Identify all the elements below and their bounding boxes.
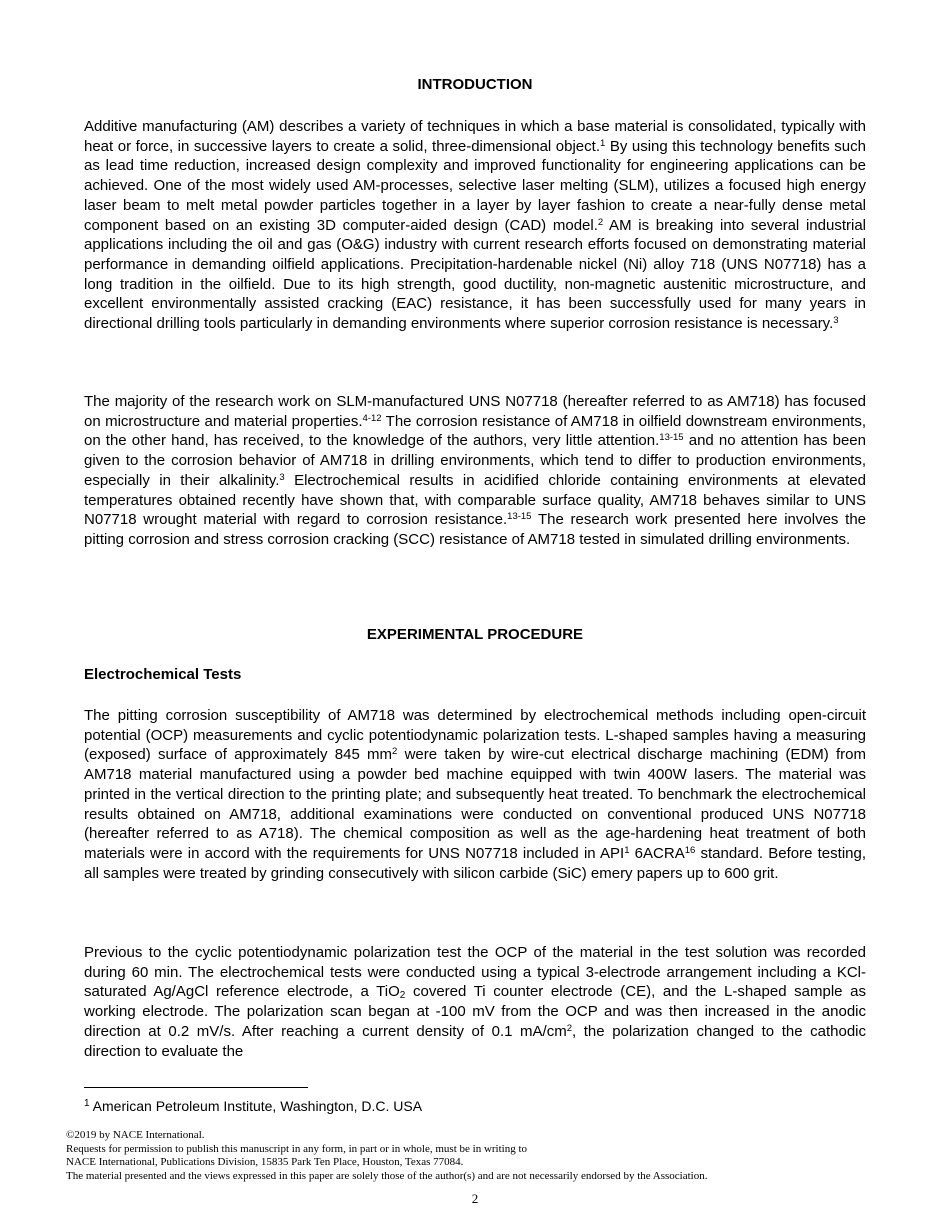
intro-p2-text-3: and no attention has been given to the corrosion behavior of AM718 in drilling environments, which tend to differ to production environments, especially in their alkalinity. — [84, 432, 866, 489]
intro-p2-text-5: The research work presented here involves the pitting corrosion and stress corrosion cracking (SCC) resistance of AM718 tested in simulated drilling environments. — [84, 511, 867, 548]
intro-p2-text-1: The majority of the research work on SLM-manufactured UNS N07718 (hereafter referred to as AM718) has focused on microstructure and material properties. — [84, 393, 866, 430]
copyright-notice — [66, 1129, 707, 1183]
footnote-divider — [84, 1087, 308, 1088]
disclaimer-line: The material presented and the views expressed in this paper are solely those of the author(s) and are not necessarily endorsed by the Association. — [66, 1169, 708, 1182]
citation-ref: 16 — [684, 844, 696, 856]
page-number: 2 — [471, 1191, 479, 1206]
exp-p1-text-1: The pitting corrosion susceptibility of AM718 was determined by electrochemical methods including open-circuit potential (OCP) measurements and cyclic potentiodynamic polarization tests. L-shaped samples having a measuring (exposed) surface of approximately 845 mm — [84, 707, 866, 764]
intro-p1-text-3: AM is breaking into several industrial applications including the oil and gas (O&G) industry with current research efforts focused on demonstrating material performance in demanding oilfield applications. Precipitation-hardenable nickel (Ni) alloy 718 (UNS N07718) has a long tradition in the oilfield. Due to its high strength, good ductility, non-magnetic austenitic microstructure, and excellent environmentally assisted cracking (EAC) resistance, it has been successfully used for many years in directional drilling tools particularly in demanding environments where superior corrosion resistance is necessary. — [84, 216, 866, 333]
experimental-procedure-heading: EXPERIMENTAL PROCEDURE — [366, 626, 584, 643]
introduction-paragraph-1 — [84, 117, 866, 334]
introduction-heading: INTRODUCTION — [417, 76, 533, 93]
intro-p1-text-2: By using this technology benefits such as lead time reduction, increased design complexity and improved functionality for engineering applications can be achieved. One of the most widely used AM-processes, selective laser melting (SLM), utilizes a focused high energy laser beam to melt metal powder particles together in a layer by layer fashion to create a near-fully dense metal component based on an existing 3D computer-aided design (CAD) model. — [84, 137, 866, 234]
citation-ref: 3 — [833, 315, 839, 327]
footnote — [84, 1098, 422, 1114]
exp-p1-text-4: standard. Before testing, all samples were treated by grinding consecutively with silicon carbide (SiC) emery papers up to 600 grit. — [84, 844, 867, 882]
exp-p2-text-2: covered Ti counter electrode (CE), and the L-shaped sample as working electrode. The polarization scan began at -100 mV from the OCP and was then increased in the anodic direction at 0.2 mV/s. After reaching a current density of 0.1 mA/cm — [84, 983, 866, 1040]
exp-p1-text-3: 6ACRA — [629, 844, 685, 862]
intro-p1-text-1: Additive manufacturing (AM) describes a variety of techniques in which a base material is consolidated, typically with heat or force, in successive layers to create a solid, three-dimensional object. — [84, 118, 866, 155]
experimental-paragraph-2 — [84, 943, 866, 1061]
address-line: NACE International, Publications Division, 15835 Park Ten Place, Houston, Texas 77084. — [66, 1156, 464, 1168]
citation-ref: 3 — [279, 471, 285, 483]
intro-p2-text-4: Electrochemical results in acidified chloride containing environments at elevated temperatures obtained recently have shown that, with comparable surface quality, AM718 behaves similar to UNS N07718 wrought material with regard to corrosion resistance. — [84, 471, 866, 529]
introduction-paragraph-2 — [84, 392, 866, 550]
intro-p2-text-2: The corrosion resistance of AM718 in oilfield downstream environments, on the other hand, has received, to the knowledge of the authors, very little attention. — [84, 412, 866, 450]
citation-ref: 1 — [599, 137, 606, 149]
exp-p2-text-3: , the polarization changed to the cathodic direction to evaluate the — [84, 1022, 866, 1060]
permission-line: Requests for permission to publish this manuscript in any form, in part or in whole, must be in writing to — [66, 1142, 528, 1155]
superscript: 2 — [392, 746, 398, 758]
electrochemical-tests-subheading: Electrochemical Tests — [84, 666, 242, 683]
subscript: 2 — [399, 990, 406, 1002]
footnote-mark: 1 — [84, 1098, 90, 1109]
copyright-line: ©2019 by NACE International. — [66, 1129, 205, 1141]
citation-ref: 2 — [597, 216, 604, 228]
citation-ref: 13-15 — [507, 511, 532, 523]
exp-p1-text-2: were taken by wire-cut electrical discharge machining (EDM) from AM718 material manufactured using a powder bed machine equipped with twin 400W lasers. The material was printed in the vertical direction to the printing plate; and subsequently heat treated. To benchmark the electrochemical results obtained on AM718, additional examinations were conducted on conventional produced UNS N07718 (hereafter referred to as A718). The chemical composition as well as the age-hardening heat treatment of both materials were in accord with the requirements for UNS N07718 included in API — [84, 746, 867, 862]
footnote-ref: 1 — [624, 844, 630, 856]
citation-ref: 13-15 — [659, 432, 684, 444]
experimental-paragraph-1 — [84, 706, 866, 883]
exp-p2-text-1: Previous to the cyclic potentiodynamic polarization test the OCP of the material in the test solution was recorded during 60 min. The electrochemical tests were conducted using a typical 3-electrode arrangement including a KCl-saturated Ag/AgCl reference electrode, a TiO — [84, 944, 866, 1001]
superscript: 2 — [566, 1022, 573, 1034]
citation-ref: 4-12 — [362, 412, 382, 424]
footnote-text: American Petroleum Institute, Washington, D.C. USA — [89, 1098, 423, 1114]
